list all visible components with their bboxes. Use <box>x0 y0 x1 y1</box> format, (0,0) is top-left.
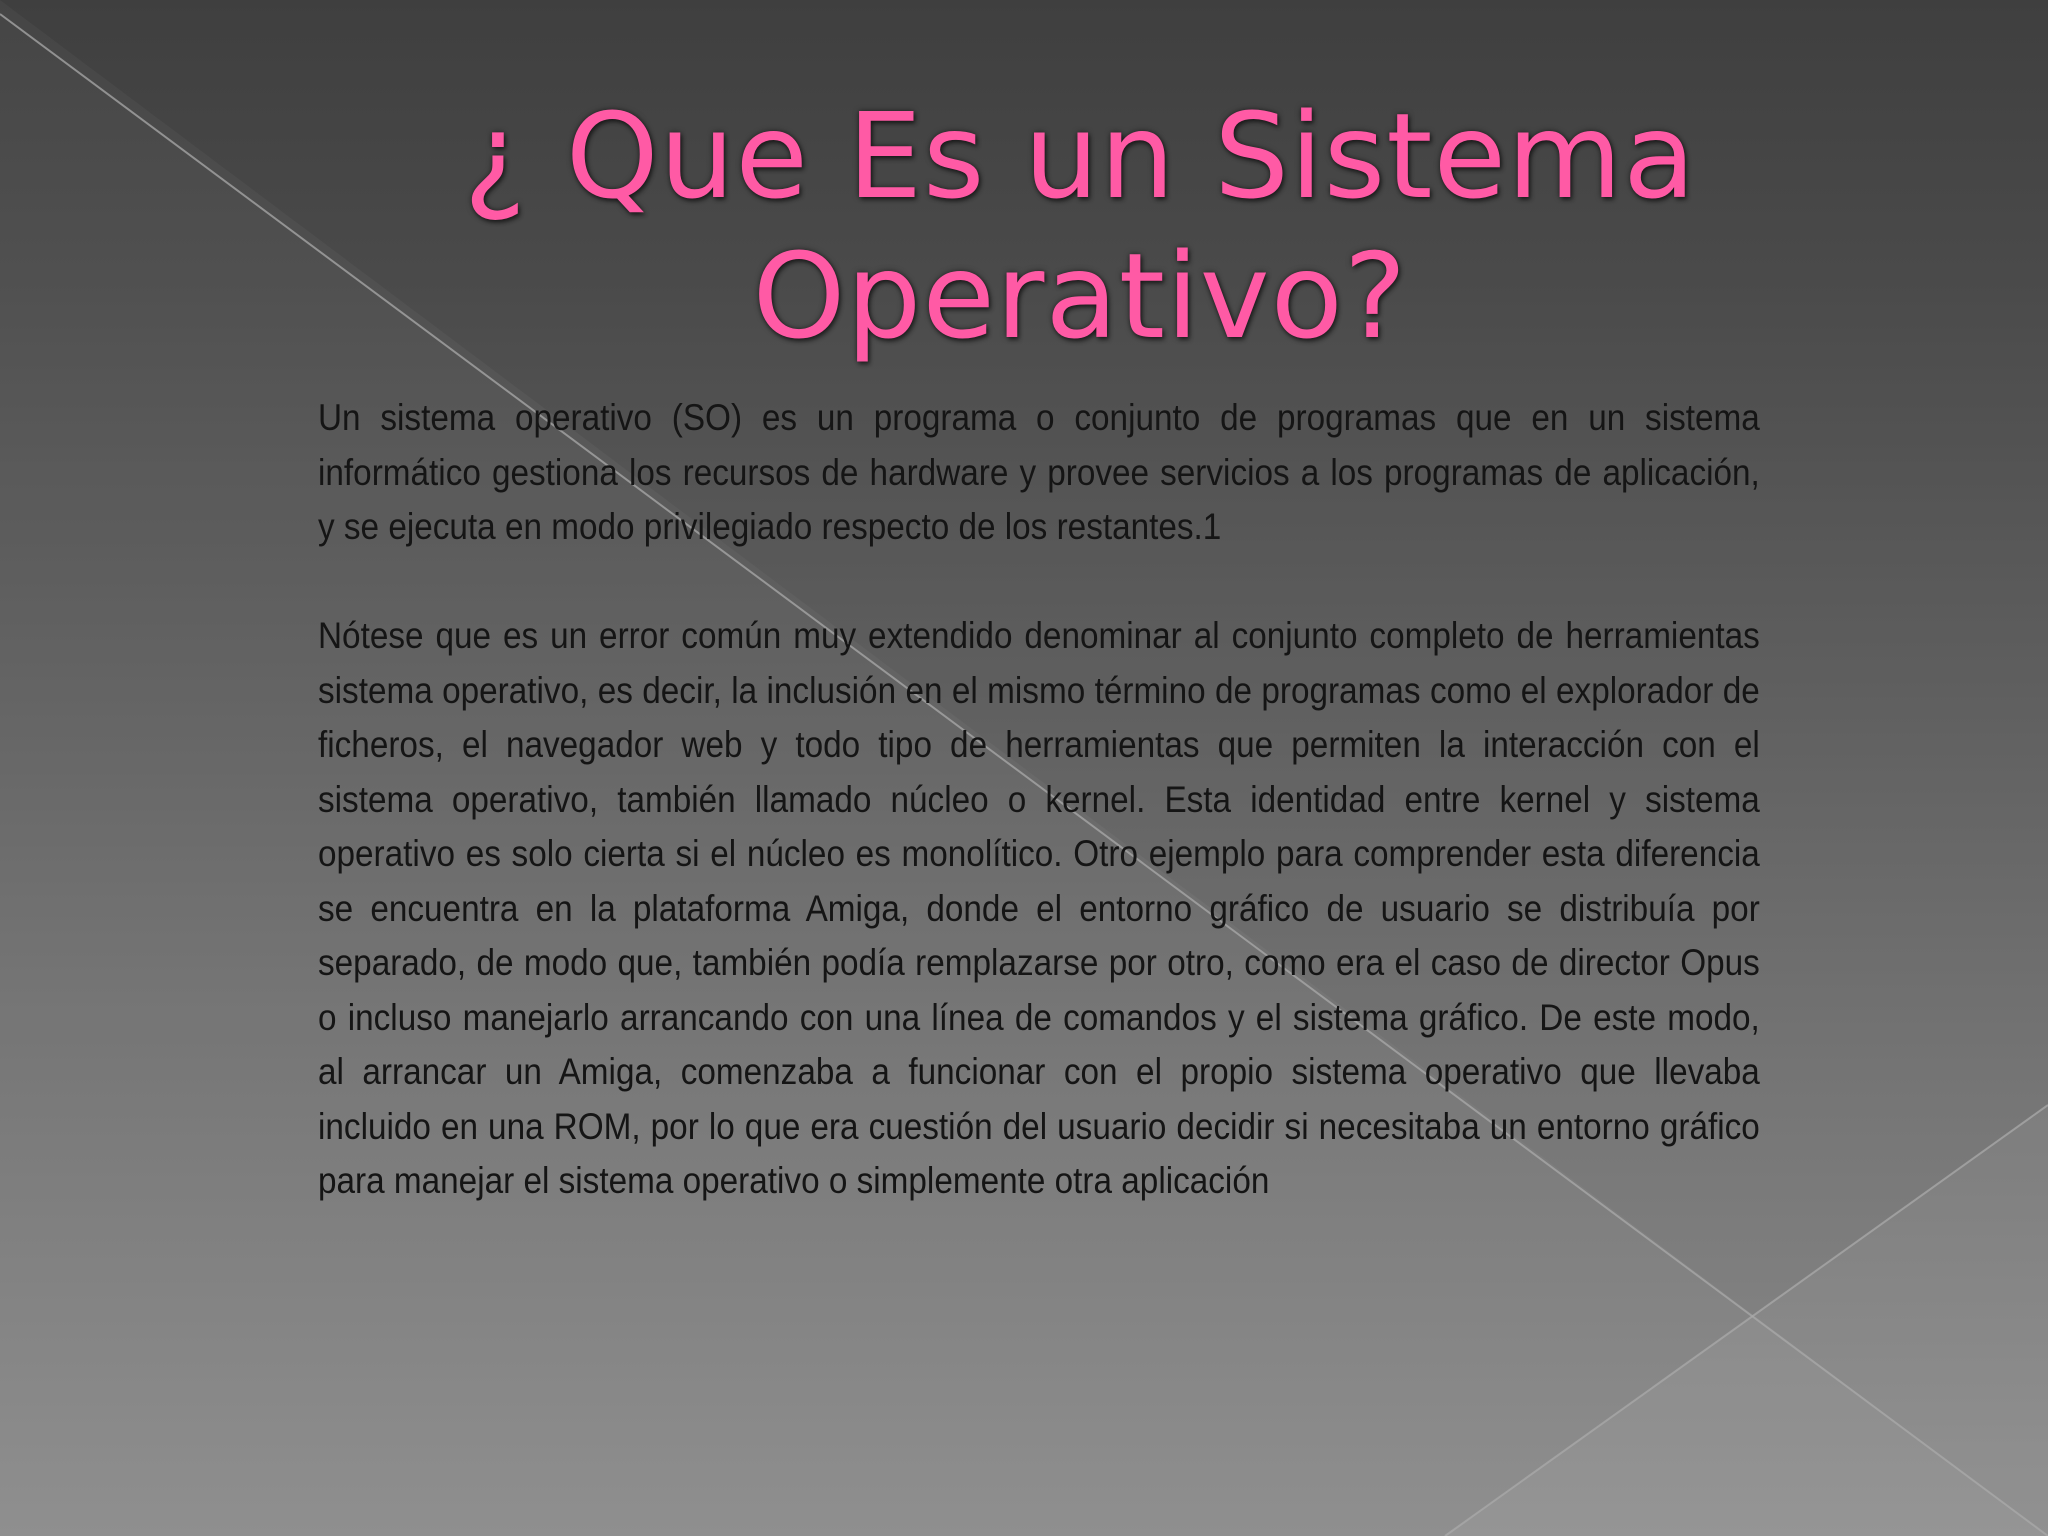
paragraph-definition: Un sistema operativo (SO) es un programa o conjunto de programas que en un sistema informático gestiona los recursos de hardware y provee servicios a los programas de aplicación, y se ejecuta en modo privilegiado respecto de los restantes.1 <box>318 397 1760 547</box>
slide-title-line-1: ¿ Que Es un Sistema <box>463 87 1697 225</box>
slide-title-line-2: Operativo? <box>752 227 1408 365</box>
paragraph-note: Nótese que es un error común muy extendido denominar al conjunto completo de herramientas sistema operativo, es decir, la inclusión en el mismo término de programas como el explorador de ficheros, el navegador web y todo tipo de herramientas que permiten la interacción con el sistema operativo, también llamado núcleo o kernel. Esta identidad entre kernel y sistema operativo es solo cierta si el núcleo es monolítico. Otro ejemplo para comprender esta diferencia se encuentra en la plataforma Amiga, donde el entorno gráfico de usuario se distribuía por separado, de modo que, también podía remplazarse por otro, como era el caso de director Opus o incluso manejarlo arrancando con una línea de comandos y el sistema gráfico. De este modo, al arrancar un Amiga, comenzaba a funcionar con el propio sistema operativo que llevaba incluido en una ROM, por lo que era cuestión del usuario decidir si necesitaba un entorno gráfico para manejar el sistema operativo o simplemente otra aplicación <box>318 615 1760 1201</box>
slide-title <box>360 86 1800 366</box>
slide-body <box>318 391 1760 1209</box>
